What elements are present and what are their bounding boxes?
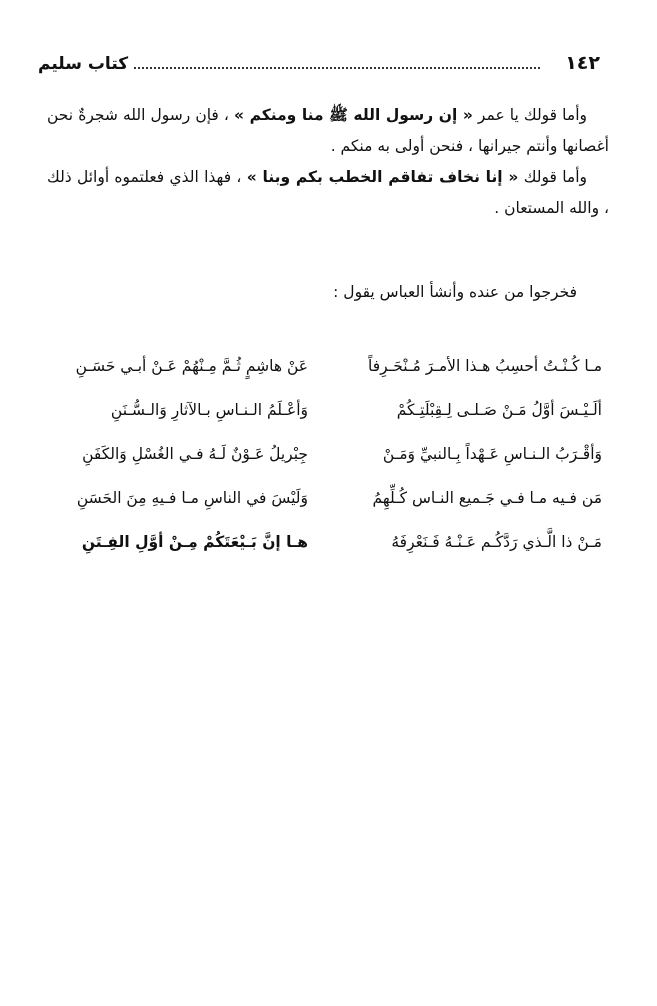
verse-first-hemistich: مَن فـيه مـا فـي جَـميع النـاس كُـلِّهِمُ bbox=[372, 489, 602, 507]
verse-first-hemistich: ألَـيْـسَ أوَّلُ مَـنْ صَـلـى لِـقِبْلَتِـكُمْ bbox=[396, 401, 602, 419]
verse-first-hemistich: مَـنْ ذا الَّـذي رَدَّكُـم عَـنْـهُ فَـنَعْرِفَهُ bbox=[391, 533, 602, 551]
verse-second-hemistich: عَنْ هاشِمٍ ثُـمَّ مِـنْهُمْ عَـنْ أبـي حَسَـنِ bbox=[75, 357, 308, 375]
paragraph-1-after: ، فإن رسول الله شجرةٌ نحن أغصانها وأنتم جيرانها ، فنحن أولى به منكم . bbox=[47, 106, 609, 155]
poem bbox=[38, 357, 602, 577]
verse-second-hemistich: هـا إنَّ بَـيْعَتَكُمْ مِـنْ أوَّلِ الفِـتَنِ bbox=[81, 533, 308, 551]
verse-row bbox=[38, 357, 602, 401]
verse-first-hemistich: وَأقْـرَبُ الـنـاسِ عَـهْداً بِـالنبيِّ وَمَـنْ bbox=[382, 445, 602, 463]
paragraph-1-before: وأما قولك يا عمر bbox=[472, 106, 587, 124]
verse-row bbox=[38, 489, 602, 533]
paragraph-1-quote: « إن رسول الله ﷺ منا ومنكم » bbox=[234, 106, 473, 124]
verse-second-hemistich: وَلَيْسَ في الناسِ مـا فـيهِ مِنَ الحَسَنِ bbox=[76, 489, 308, 507]
paragraph-1 bbox=[47, 100, 609, 162]
page-number: ١٤٢ bbox=[565, 52, 600, 74]
verse-row bbox=[38, 445, 602, 489]
verse-second-hemistich: جِبْريلُ عَـوْنٌ لَـهُ فـي الغُسْلِ وَالكَفَنِ bbox=[82, 445, 308, 463]
prose-block bbox=[47, 100, 609, 224]
paragraph-2 bbox=[47, 162, 609, 224]
book-title: كتاب سليم bbox=[38, 54, 129, 74]
poem-intro-line: فخرجوا من عنده وأنشأ العباس يقول : bbox=[333, 283, 577, 301]
paragraph-2-before: وأما قولك bbox=[518, 168, 588, 186]
paragraph-2-quote: « إنا نخاف تفاقم الخطب بكم وبنا » bbox=[246, 168, 519, 186]
verse-second-hemistich: وَأعْـلَمُ الـنـاسِ بـالآثارِ وَالـسُّـنَنِ bbox=[110, 401, 308, 419]
header-dotted-leader bbox=[134, 67, 540, 69]
verse-first-hemistich: مـا كُـنْـتُ أحسِبُ هـذا الأمـرَ مُـنْحَـرِفاً bbox=[368, 357, 602, 375]
verse-row bbox=[38, 401, 602, 445]
verse-row bbox=[38, 533, 602, 577]
running-header bbox=[38, 52, 600, 80]
paragraph-2-after: ، فهذا الذي فعلتموه أوائل ذلك ، والله المستعان . bbox=[47, 168, 609, 217]
